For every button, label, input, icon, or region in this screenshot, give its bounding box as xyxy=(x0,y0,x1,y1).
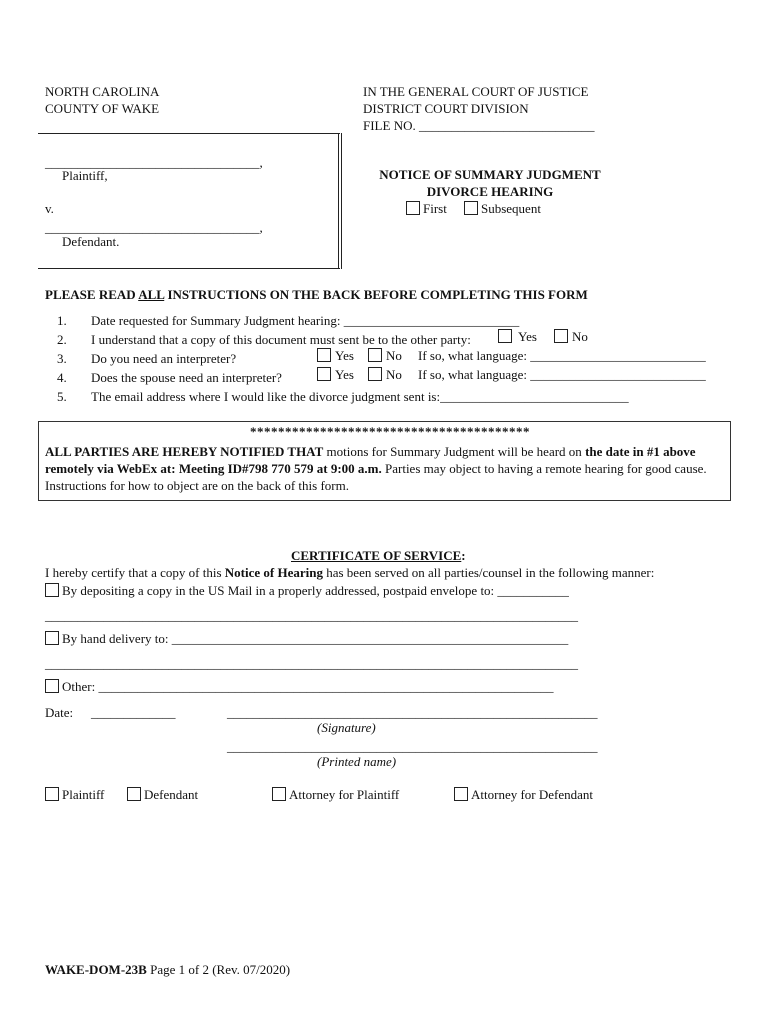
hand-delivery-label[interactable]: By hand delivery to: _____________________________________________________________ xyxy=(62,631,569,646)
copy-sent-yes-option[interactable] xyxy=(498,329,537,345)
page-info: Page 1 of 2 (Rev. 07/2020) xyxy=(146,962,291,977)
court-label: IN THE GENERAL COURT OF JUSTICE xyxy=(363,84,589,99)
role-defendant-option[interactable] xyxy=(127,787,198,803)
notice-text-1: motions for Summary Judgment will be heard on xyxy=(323,444,586,459)
notice-bold-2: the date in #1 above remotely via WebEx at: Meeting ID#798 770 579 at 9:00 a.m. xyxy=(45,444,696,476)
interpreter-yes-option[interactable] xyxy=(317,348,354,364)
item-number: 4. xyxy=(57,370,67,385)
no-label: No xyxy=(572,329,588,344)
first-checkbox[interactable] xyxy=(406,201,420,215)
item-number: 5. xyxy=(57,389,67,404)
instructions-heading-pre: PLEASE READ xyxy=(45,287,139,302)
role-label: Defendant xyxy=(144,787,199,802)
mail-address-field[interactable]: __________________________________________________________________________________ xyxy=(45,608,578,623)
subsequent-label: Subsequent xyxy=(481,201,541,216)
copy-sent-yes-checkbox[interactable] xyxy=(498,329,512,343)
item-text: I understand that a copy of this document must sent be to the other party: xyxy=(91,332,471,347)
form-id: WAKE-DOM-23B xyxy=(45,962,147,977)
yes-label: Yes xyxy=(335,367,354,382)
hearing-first-option[interactable] xyxy=(406,201,447,217)
file-number-field[interactable]: FILE NO. ___________________________ xyxy=(363,118,595,133)
mail-label[interactable]: By depositing a copy in the US Mail in a properly addressed, postpaid envelope to: ___________ xyxy=(62,583,569,598)
plaintiff-checkbox[interactable] xyxy=(45,787,59,801)
versus-label: v. xyxy=(45,201,54,216)
other-checkbox[interactable] xyxy=(45,679,59,693)
interpreter-yes-checkbox[interactable] xyxy=(317,348,331,362)
defendant-checkbox[interactable] xyxy=(127,787,141,801)
copy-sent-no-option[interactable] xyxy=(554,329,588,345)
defendant-label: Defendant. xyxy=(62,234,120,249)
notice-text xyxy=(45,443,729,494)
yes-label: Yes xyxy=(518,329,537,344)
no-label: No xyxy=(386,348,402,363)
instructions-heading xyxy=(45,287,588,303)
caption-top-rule xyxy=(38,133,340,134)
notice-text-2: Parties may object to having a remote hearing for good cause. Instructions for how to object are on the back of this form. xyxy=(45,461,707,493)
division-label: DISTRICT COURT DIVISION xyxy=(363,101,529,116)
caption-right-rule-inner xyxy=(341,133,342,269)
notice-title-line2: DIVORCE HEARING xyxy=(426,184,554,199)
copy-sent-no-checkbox[interactable] xyxy=(554,329,568,343)
certificate-intro xyxy=(45,565,654,581)
service-other-option[interactable] xyxy=(45,679,553,695)
role-label: Attorney for Defendant xyxy=(471,787,594,802)
email-address-field[interactable]: The email address where I would like the divorce judgment sent is:_____________________________ xyxy=(91,389,629,404)
mail-checkbox[interactable] xyxy=(45,583,59,597)
other-label[interactable]: Other: ______________________________________________________________________ xyxy=(62,679,554,694)
interpreter-no-checkbox[interactable] xyxy=(368,348,382,362)
hand-delivery-field[interactable]: __________________________________________________________________________________ xyxy=(45,656,578,671)
service-mail-option[interactable] xyxy=(45,583,569,599)
instructions-heading-all: ALL xyxy=(138,287,165,302)
role-label: Attorney for Plaintiff xyxy=(289,787,400,802)
hand-delivery-checkbox[interactable] xyxy=(45,631,59,645)
role-plaintiff-option[interactable] xyxy=(45,787,104,803)
date-label: Date: xyxy=(45,705,74,720)
plaintiff-label: Plaintiff, xyxy=(62,168,108,183)
page-footer xyxy=(45,962,290,978)
spouse-interpreter-no-option[interactable] xyxy=(368,367,402,383)
attorney-plaintiff-checkbox[interactable] xyxy=(272,787,286,801)
service-hand-option[interactable] xyxy=(45,631,568,647)
notice-stars: **************************************** xyxy=(250,424,530,439)
interpreter-language-field[interactable]: If so, what language: ___________________________ xyxy=(418,348,706,363)
role-label: Plaintiff xyxy=(62,787,105,802)
item-number: 3. xyxy=(57,351,67,366)
plaintiff-name-field[interactable]: _________________________________, xyxy=(45,155,263,170)
signature-caption: (Signature) xyxy=(317,720,376,735)
certificate-intro-pre: I hereby certify that a copy of this xyxy=(45,565,225,580)
no-label: No xyxy=(386,367,402,382)
role-attorney-defendant-option[interactable] xyxy=(454,787,593,803)
spouse-interpreter-no-checkbox[interactable] xyxy=(368,367,382,381)
notice-title-line1: NOTICE OF SUMMARY JUDGMENT xyxy=(379,167,601,182)
printed-name-caption: (Printed name) xyxy=(317,754,397,769)
defendant-name-field[interactable]: _________________________________, xyxy=(45,220,263,235)
certificate-heading-colon: : xyxy=(461,548,466,563)
spouse-interpreter-yes-checkbox[interactable] xyxy=(317,367,331,381)
interpreter-no-option[interactable] xyxy=(368,348,402,364)
yes-label: Yes xyxy=(335,348,354,363)
county-label: COUNTY OF WAKE xyxy=(45,101,160,116)
role-attorney-plaintiff-option[interactable] xyxy=(272,787,399,803)
spouse-interpreter-language-field[interactable]: If so, what language: ___________________________ xyxy=(418,367,706,382)
signature-field[interactable]: _________________________________________________________ xyxy=(227,705,598,720)
item-text: Does the spouse need an interpreter? xyxy=(91,370,282,385)
date-field[interactable]: _____________ xyxy=(91,705,176,720)
hearing-subsequent-option[interactable] xyxy=(464,201,541,217)
attorney-defendant-checkbox[interactable] xyxy=(454,787,468,801)
printed-name-field[interactable]: _________________________________________________________ xyxy=(227,739,598,754)
spouse-interpreter-yes-option[interactable] xyxy=(317,367,354,383)
caption-right-rule xyxy=(338,133,339,269)
subsequent-checkbox[interactable] xyxy=(464,201,478,215)
instructions-heading-post: INSTRUCTIONS ON THE BACK BEFORE COMPLETING THIS FORM xyxy=(164,287,588,302)
caption-bottom-rule xyxy=(38,268,340,269)
certificate-heading-text: CERTIFICATE OF SERVICE xyxy=(291,548,462,563)
certificate-heading xyxy=(291,548,466,564)
hearing-date-field[interactable]: Date requested for Summary Judgment hearing: ___________________________ xyxy=(91,313,520,328)
item-number: 1. xyxy=(57,313,67,328)
certificate-intro-bold: Notice of Hearing xyxy=(224,565,323,580)
certificate-intro-post: has been served on all parties/counsel in the following manner: xyxy=(322,565,655,580)
state-label: NORTH CAROLINA xyxy=(45,84,160,99)
item-text: Do you need an interpreter? xyxy=(91,351,237,366)
item-number: 2. xyxy=(57,332,67,347)
first-label: First xyxy=(423,201,447,216)
notice-bold-1: ALL PARTIES ARE HEREBY NOTIFIED THAT xyxy=(45,444,324,459)
